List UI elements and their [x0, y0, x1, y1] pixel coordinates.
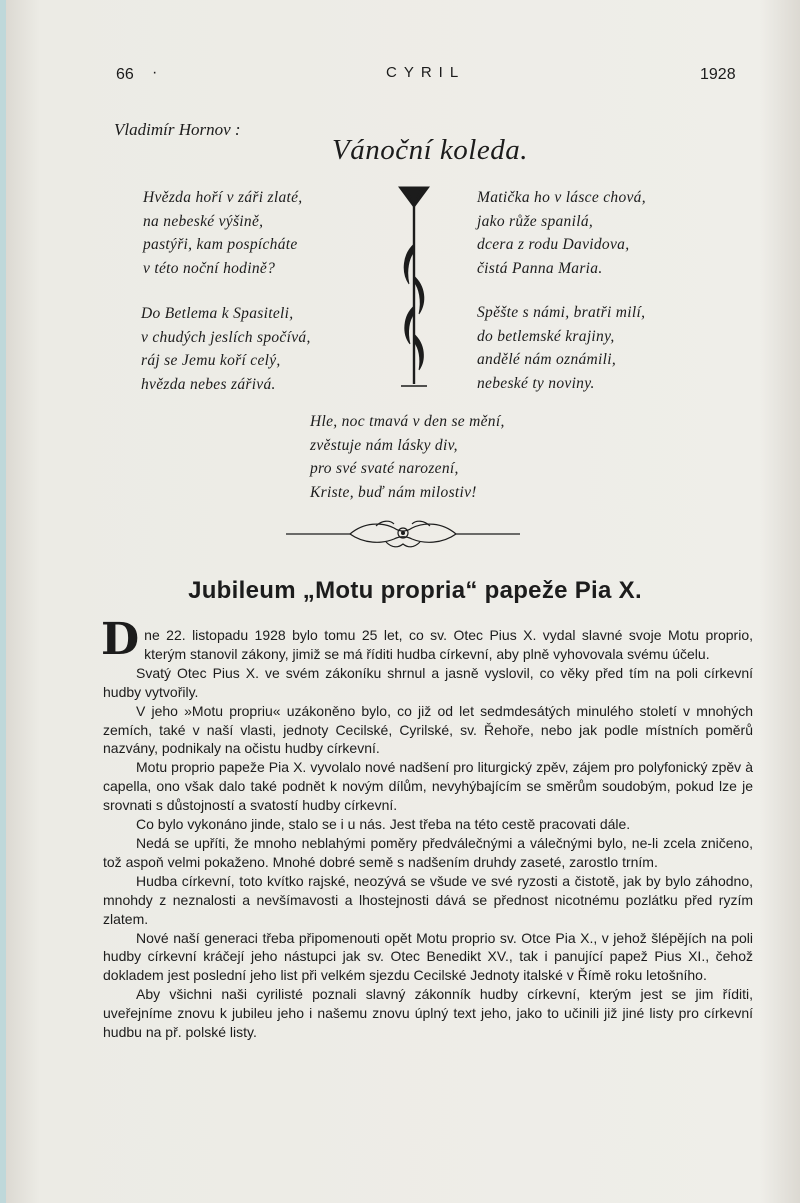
divider-ornament-icon [286, 512, 520, 552]
paragraph: Aby všichni naši cyrilisté poznali slavný zákonník hudby církevní, kterým jest se jim říditi, uveřejníme znovu k jubileu jeho i našemu znovu úplný text jeho, jako to učinili již jiné listy pro církevní hudbu na př. polské listy. [103, 986, 753, 1041]
article-body [101, 614, 753, 1042]
page-number: 66 [116, 66, 134, 83]
poem-line: Matička ho v lásce chová, [477, 189, 646, 206]
poem-line: dcera z rodu Davidova, [477, 236, 630, 253]
poem-stanza-left-2 [141, 302, 311, 396]
poem-line: nebeské ty noviny. [477, 374, 595, 392]
poem-line: zvěstuje nám lásky div, [310, 436, 458, 454]
poem-stanza-right-2 [477, 301, 645, 395]
poem-stanza-center [310, 410, 505, 504]
poem-line: do betlemské krajiny, [477, 327, 615, 345]
poem-stanza-left-1 [143, 186, 302, 280]
poem-line: Do Betlema k Spasiteli, [141, 305, 294, 322]
paragraph: Nedá se upříti, že mnoho neblahými poměry předválečnými a válečnými bylo, ne-li zcela zničeno, tož aspoň velmi pokaženo. Mnohé dobré semě s nadšením druhdy zaseté, zarostlo trním. [103, 834, 753, 870]
poem-line: pastýři, kam pospícháte [143, 236, 298, 253]
drop-cap: D [101, 614, 140, 665]
article-title: Jubileum „Motu propria“ papeže Pia X. [188, 577, 642, 604]
poem-line: v chudých jeslích spočívá, [141, 328, 311, 346]
poem-line: čistá Panna Maria. [477, 259, 603, 277]
poem-line: hvězda nebes zářivá. [141, 375, 276, 393]
poem-title: Vánoční koleda. [332, 134, 528, 166]
poem-line: jako růže spanilá, [477, 212, 594, 230]
journal-name: CYRIL [386, 64, 466, 81]
paragraph [101, 614, 753, 665]
poem-line: andělé nám oznámili, [477, 351, 617, 368]
poem-stanza-right-1 [477, 186, 646, 280]
paragraph: Hudba církevní, toto kvítko rajské, neozývá se všude ve své ryzosti a čistotě, jak by bylo záhodno, mnohdy z neznalosti a nevšímavosti a lhostejnosti dává se přednost nicotnému pozlátku před ryzím zlatem. [103, 872, 753, 927]
poem-line: Hle, noc tmavá v den se mění, [310, 413, 505, 430]
paragraph: Nové naší generaci třeba připomenouti opět Motu proprio sv. Otce Pia X., v jehož šlépějích na poli hudby církevní kráčejí jeho nástupci jak sv. Otec Benedikt XV., tak i panující papež Pius XI., čehož dokladem jest poslední jeho list při velkém sjezdu Cecilské Jednoty italské v Římě roku letošního. [103, 929, 753, 984]
poem-line: v této noční hodině? [143, 259, 276, 277]
paragraph: Motu proprio papeže Pia X. vyvolalo nové nadšení pro liturgický zpěv, zájem pro polyfonický zpěv à capella, ono však dalo také podnět k novým dílům, nevyhýbajícím se směrům soudobým, pokud lze je srovnati s důstojností a svatostí hudby církevní. [103, 759, 753, 814]
paragraph-text: ne 22. listopadu 1928 bylo tomu 25 let, co sv. Otec Pius X. vydal slavné svoje Motu proprio, kterým stanovil zákony, jimiž se má říditi hudba církevní, aby plně vyhovovala svému účelu. [144, 627, 753, 662]
poem-author: Vladimír Hornov : [114, 120, 241, 139]
page-header [0, 66, 800, 86]
poem-line: Spěšte s námi, bratři milí, [477, 304, 646, 321]
header-year: 1928 [700, 66, 736, 83]
poem-line: na nebeské výšině, [143, 212, 264, 230]
header-dot: · [152, 64, 158, 81]
paragraph: Co bylo vykonáno jinde, stalo se i u nás. Jest třeba na této cestě pracovati dále. [136, 816, 631, 833]
poem-line: Hvězda hoří v záři zlaté, [143, 189, 303, 206]
poem-line: ráj se Jemu koří celý, [141, 352, 281, 369]
poem-line: Kriste, buď nám milostiv! [310, 483, 477, 501]
lily-ornament-icon [397, 184, 431, 390]
paragraph: Svatý Otec Pius X. ve svém zákoníku shrnul a jasně vyslovil, co věky před tím na poli církevní hudby vytvořily. [103, 664, 753, 700]
poem-line: pro své svaté narození, [310, 460, 459, 477]
paragraph: V jeho »Motu propriu« uzákoněno bylo, co již od let sedmdesátých minulého století v mnohých zemích, také v naší vlasti, jednoty Cecilské, Cyrilské, sv. Řehoře, nebo jak podle místních poměrů nazvány, podnikaly na očistu hudby církevní. [103, 702, 753, 757]
